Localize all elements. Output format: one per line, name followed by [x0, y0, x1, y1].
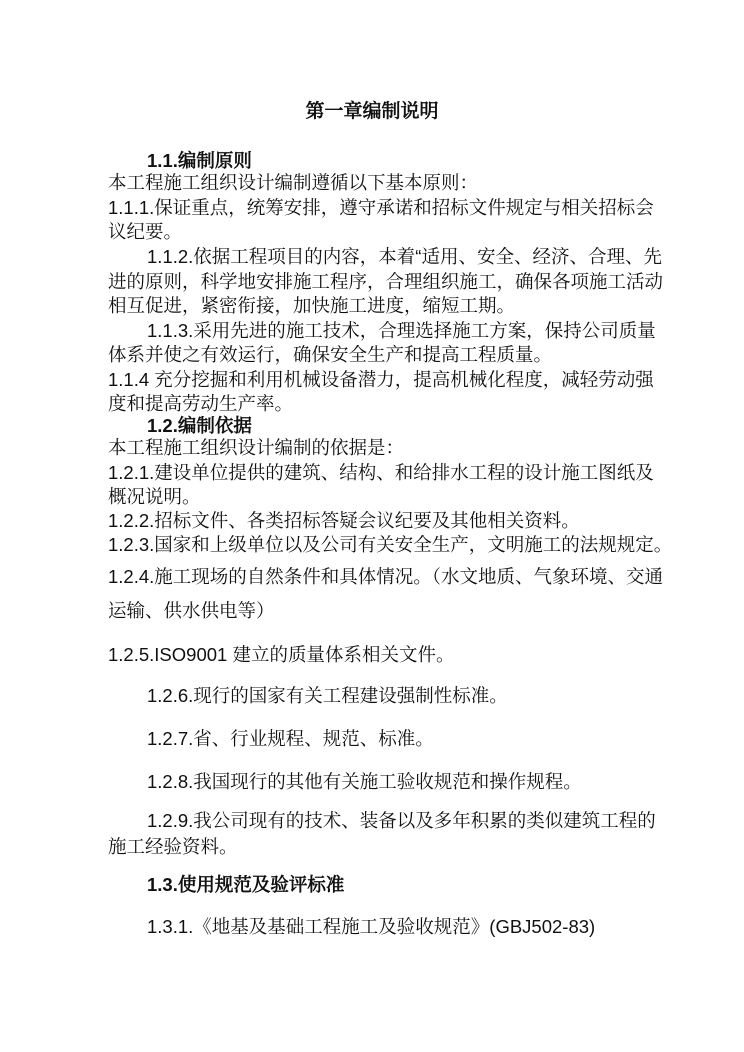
paragraph-line: 相互促进，紧密衔接，加快施工进度，缩短工期。: [108, 295, 516, 316]
paragraph-line: 体系并使之有效运行，确保安全生产和提高工程质量。: [108, 344, 553, 365]
paragraph-line: 1.1.4 充分挖掘和利用机械设备潜力，提高机械化程度，减轻劳动强: [108, 369, 654, 390]
paragraph-line: 1.2.3.国家和上级单位以及公司有关安全生产，文明施工的法规规定。: [108, 534, 673, 555]
paragraph-line: 进的原则，科学地安排施工程序，合理组织施工，确保各项施工活动: [108, 271, 664, 292]
paragraph-line: 运输、供水供电等）: [108, 600, 275, 621]
paragraph-line: 1.1.2.依据工程项目的内容，本着“适用、安全、经济、合理、先: [147, 246, 662, 267]
paragraph-line: 1.2.4.施工现场的自然条件和具体情况。（水文地质、气象环境、交通: [108, 566, 664, 587]
paragraph-line: 1.2.8.我国现行的其他有关施工验收规范和操作规程。: [147, 771, 582, 792]
paragraph-line: 概况说明。: [108, 486, 201, 507]
section-heading: 1.3.使用规范及验评标准: [147, 874, 345, 895]
chapter-title: 第一章编制说明: [305, 101, 439, 122]
paragraph-line: 1.2.9.我公司现有的技术、装备以及多年积累的类似建筑工程的: [147, 810, 656, 831]
paragraph-line: 本工程施工组织设计编制的依据是：: [108, 437, 405, 458]
paragraph-line: 本工程施工组织设计编制遵循以下基本原则：: [108, 172, 479, 193]
paragraph-line: 1.1.3.采用先进的施工技术，合理选择施工方案，保持公司质量: [147, 320, 656, 341]
section-heading: 1.2.编制依据: [147, 415, 252, 436]
paragraph-line: 议纪要。: [108, 221, 183, 242]
paragraph-line: 1.2.2.招标文件、各类招标答疑会议纪要及其他相关资料。: [108, 510, 580, 531]
paragraph-line: 1.1.1.保证重点，统筹安排，遵守承诺和招标文件规定与相关招标会: [108, 197, 654, 218]
paragraph-line: 1.3.1.《地基及基础工程施工及验收规范》(GBJ502-83): [147, 916, 596, 937]
paragraph-line: 1.2.1.建设单位提供的建筑、结构、和给排水工程的设计施工图纸及: [108, 462, 654, 483]
paragraph-line: 1.2.5.ISO9001 建立的质量体系相关文件。: [108, 644, 455, 665]
paragraph-line: 度和提高劳动生产率。: [108, 393, 294, 414]
paragraph-line: 施工经验资料。: [108, 836, 238, 857]
paragraph-line: 1.2.6.现行的国家有关工程建设强制性标准。: [147, 685, 508, 706]
paragraph-line: 1.2.7.省、行业规程、规范、标准。: [147, 728, 434, 749]
section-heading: 1.1.编制原则: [147, 150, 252, 171]
